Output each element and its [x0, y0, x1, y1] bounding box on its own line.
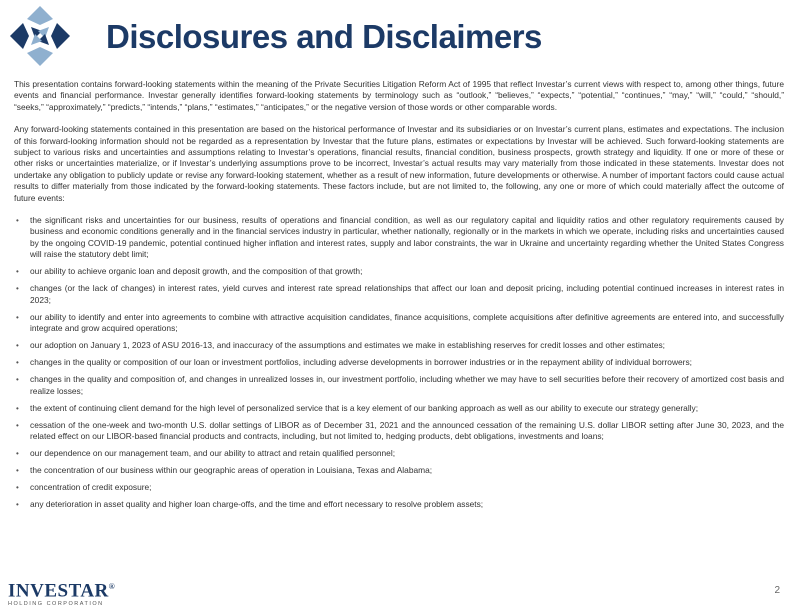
list-item-text: any deterioration in asset quality and higher loan charge-offs, and the time and effort necessary to resolve problem assets; [30, 498, 484, 509]
bullet-icon: • [16, 358, 19, 368]
list-item-text: changes (or the lack of changes) in interest rates, yield curves and interest rate spread relationships that affect our loan and deposit pricing, including potential continued increases in interest rates in 2023; [30, 283, 784, 305]
list-item-text: our adoption on January 1, 2023 of ASU 2016-13, and inaccuracy of the assumptions and estimates we make in establishing reserves for credit losses and other estimates; [30, 340, 665, 351]
bullet-icon: • [16, 341, 19, 351]
list-item-text: the extent of continuing client demand for the high level of personalized service that is a key element of our banking approach as well as our ability to execute our strategy generally; [30, 402, 699, 413]
factors-paragraph: Any forward-looking statements contained in this presentation are based on the historical performance of Investar and its subsidiaries or on Investar’s current plans, estimates and expectations. The inclusion of this forward-looking information should not be regarded as a representation by Investar that the future plans, estimates or expectations by Investar will be achieved. Such forward-looking statements are subject to various risks and uncertainties and assumptions relating to Investar’s operations, financial results, financial condition, business prospects, growth strategy and liquidity. If one or more of these or other risks or uncertainties materialize, or if Investar’s underlying assumptions prove to be incorrect, Investar’s actual results may vary materially from those indicated in these statements. Investar does not undertake any obligation to publicly update or revise any forward-looking statement, whether as a result of new information, future developments or otherwise. A number of important factors could cause actual results to differ materially from those indicated by the forward-looking statements. These factors include, but are not limited to, the following, any one or more of which could materially affect the outcome of future events: [14, 124, 784, 203]
list-item [14, 312, 784, 335]
bullet-icon: • [16, 284, 19, 294]
list-item-text: our dependence on our management team, and our ability to attract and retain qualified personnel; [30, 447, 396, 458]
list-item [14, 266, 784, 277]
brand-subtitle: HOLDING CORPORATION [8, 601, 104, 608]
bullet-icon: • [16, 375, 19, 385]
list-item [14, 482, 784, 493]
investar-emblem-icon [8, 4, 72, 68]
footer-logo [8, 577, 115, 607]
list-item [14, 448, 784, 459]
list-item-text: the concentration of our business within our geographic areas of operation in Louisiana, Texas and Alabama; [30, 464, 433, 475]
bullet-icon: • [16, 499, 19, 509]
bullet-icon: • [16, 403, 19, 413]
brand-name: INVESTAR [8, 580, 109, 602]
list-item [14, 420, 784, 443]
intro-paragraph: This presentation contains forward-looking statements within the meaning of the Private Securities Litigation Reform Act of 1995 that reflect Investar’s current views with respect to, among other things, future events and financial performance. Investar generally identifies forward-looking statements by terminology such as “outlook,” “believes,” “expects,” “potential,” “continues,” “may,” “will,” “could,” “should,” “seeks,” “approximately,” “predicts,” “intends,” “plans,” “estimates,” “anticipates,” or the negative version of those words or other comparable words. [14, 79, 784, 112]
bullet-icon: • [16, 465, 19, 475]
page-title: Disclosures and Disclaimers [106, 18, 542, 55]
bullet-icon: • [16, 267, 19, 277]
list-item [14, 340, 784, 351]
bullet-icon: • [16, 448, 19, 458]
list-item [14, 374, 784, 397]
list-item-text: concentration of credit exposure; [30, 481, 152, 492]
list-item [14, 283, 784, 306]
disclaimer-body [14, 79, 784, 516]
registered-mark: ® [108, 582, 116, 591]
list-item-text: our ability to identify and enter into agreements to combine with attractive acquisition candidates, finance acquisitions, complete acquisitions after definitive agreements are entered into, and successfully integrate and grow acquired operations; [30, 311, 784, 334]
list-item-text: the significant risks and uncertainties for our business, results of operations and financial condition, as well as our regulatory capital and liquidity ratios and other regulatory requirements caused by business and economic conditions generally and in the financial services industry in particular, whether nationally, regionally or in the markets in which we operate, including risks and uncertainties caused by the ongoing COVID-19 pandemic, potential continued higher inflation and interest rates, supply and labor constraints, the war in Ukraine and uncertainty regarding whether the United States Congress will raise the statutory debt limit; [30, 215, 784, 260]
brand-wordmark [8, 577, 115, 600]
risk-factor-list [14, 215, 784, 510]
list-item [14, 357, 784, 368]
list-item [14, 215, 784, 261]
list-item-text: changes in the quality and composition of, and changes in unrealized losses in, our investment portfolio, including whether we may have to sell securities before their recovery of amortized cost basis and realize losses; [30, 374, 784, 396]
bullet-icon: • [16, 482, 19, 492]
list-item [14, 465, 784, 476]
list-item [14, 403, 784, 414]
list-item-text: our ability to achieve organic loan and deposit growth, and the composition of that growth; [30, 266, 363, 277]
bullet-icon: • [16, 420, 19, 430]
list-item [14, 499, 784, 510]
page-number: 2 [774, 585, 780, 596]
bullet-icon: • [16, 312, 19, 322]
list-item-text: changes in the quality or composition of our loan or investment portfolios, including adverse developments in borrower industries or in the repayment ability of individual borrowers; [30, 357, 692, 368]
bullet-icon: • [16, 216, 19, 226]
list-item-text: cessation of the one-week and two-month U.S. dollar settings of LIBOR as of December 31, 2021 and the announced cessation of the remaining U.S. dollar LIBOR setting after June 30, 2023, and the related effect on our LIBOR-based financial products and contracts, including, but not limited to, hedging products, debt obligations, investments and loans; [30, 419, 784, 441]
